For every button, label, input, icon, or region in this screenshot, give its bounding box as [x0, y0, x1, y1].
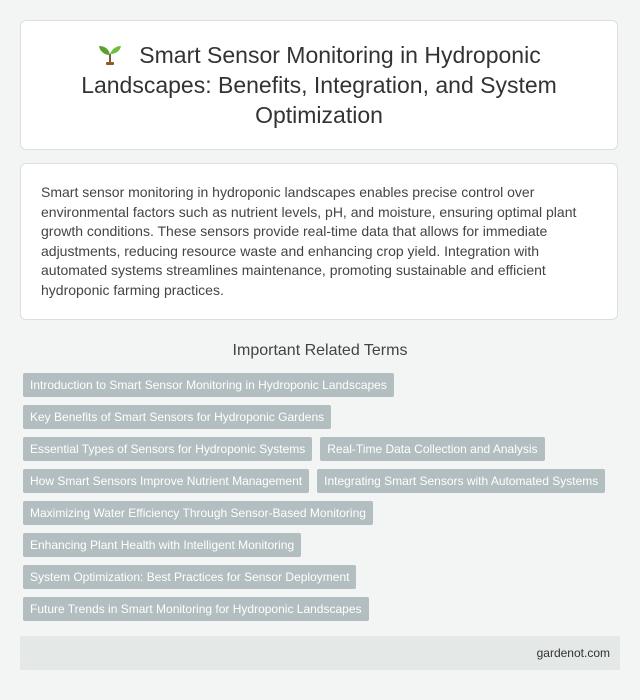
title-card: [20, 20, 618, 150]
tag-row: [23, 501, 623, 533]
summary-card: [20, 163, 618, 320]
related-term-link[interactable]: Future Trends in Smart Monitoring for Hydroponic Landscapes: [23, 597, 369, 621]
tag-row: [23, 565, 623, 597]
related-term-link[interactable]: How Smart Sensors Improve Nutrient Management: [23, 469, 309, 493]
tag-row: [23, 437, 623, 469]
tag-row: [23, 373, 623, 405]
related-terms-heading: Important Related Terms: [232, 342, 408, 359]
tag-row: [23, 533, 623, 565]
related-term-link[interactable]: System Optimization: Best Practices for Sensor Deployment: [23, 565, 356, 589]
related-term-link[interactable]: Enhancing Plant Health with Intelligent Monitoring: [23, 533, 301, 557]
related-term-link[interactable]: Essential Types of Sensors for Hydroponic Systems: [23, 437, 312, 461]
related-term-link[interactable]: Real-Time Data Collection and Analysis: [320, 437, 544, 461]
related-term-link[interactable]: Integrating Smart Sensors with Automated Systems: [317, 469, 605, 493]
related-term-link[interactable]: Key Benefits of Smart Sensors for Hydroponic Gardens: [23, 405, 331, 429]
related-term-link[interactable]: Introduction to Smart Sensor Monitoring in Hydroponic Landscapes: [23, 373, 394, 397]
page-title: [61, 40, 577, 130]
footer-site-link[interactable]: gardenot.com: [536, 646, 610, 660]
page-title-text: Smart Sensor Monitoring in Hydroponic Landscapes: Benefits, Integration, and System Optimization: [81, 42, 557, 128]
summary-text: Smart sensor monitoring in hydroponic landscapes enables precise control over environmental factors such as nutrient levels, pH, and moisture, ensuring optimal plant growth conditions. These sensors provide real-time data that allows for immediate adjustments, reducing resource waste and enhancing crop yield. Integration with automated systems streamlines maintenance, promoting sustainable and efficient hydroponic farming practices.: [41, 184, 577, 298]
footer: [20, 636, 620, 670]
related-term-link[interactable]: Maximizing Water Efficiency Through Sensor-Based Monitoring: [23, 501, 373, 525]
related-terms-list: [23, 373, 623, 629]
tag-row: [23, 597, 623, 629]
tag-row: [23, 405, 623, 437]
sprout-icon: [97, 43, 123, 65]
tag-row: [23, 469, 623, 501]
